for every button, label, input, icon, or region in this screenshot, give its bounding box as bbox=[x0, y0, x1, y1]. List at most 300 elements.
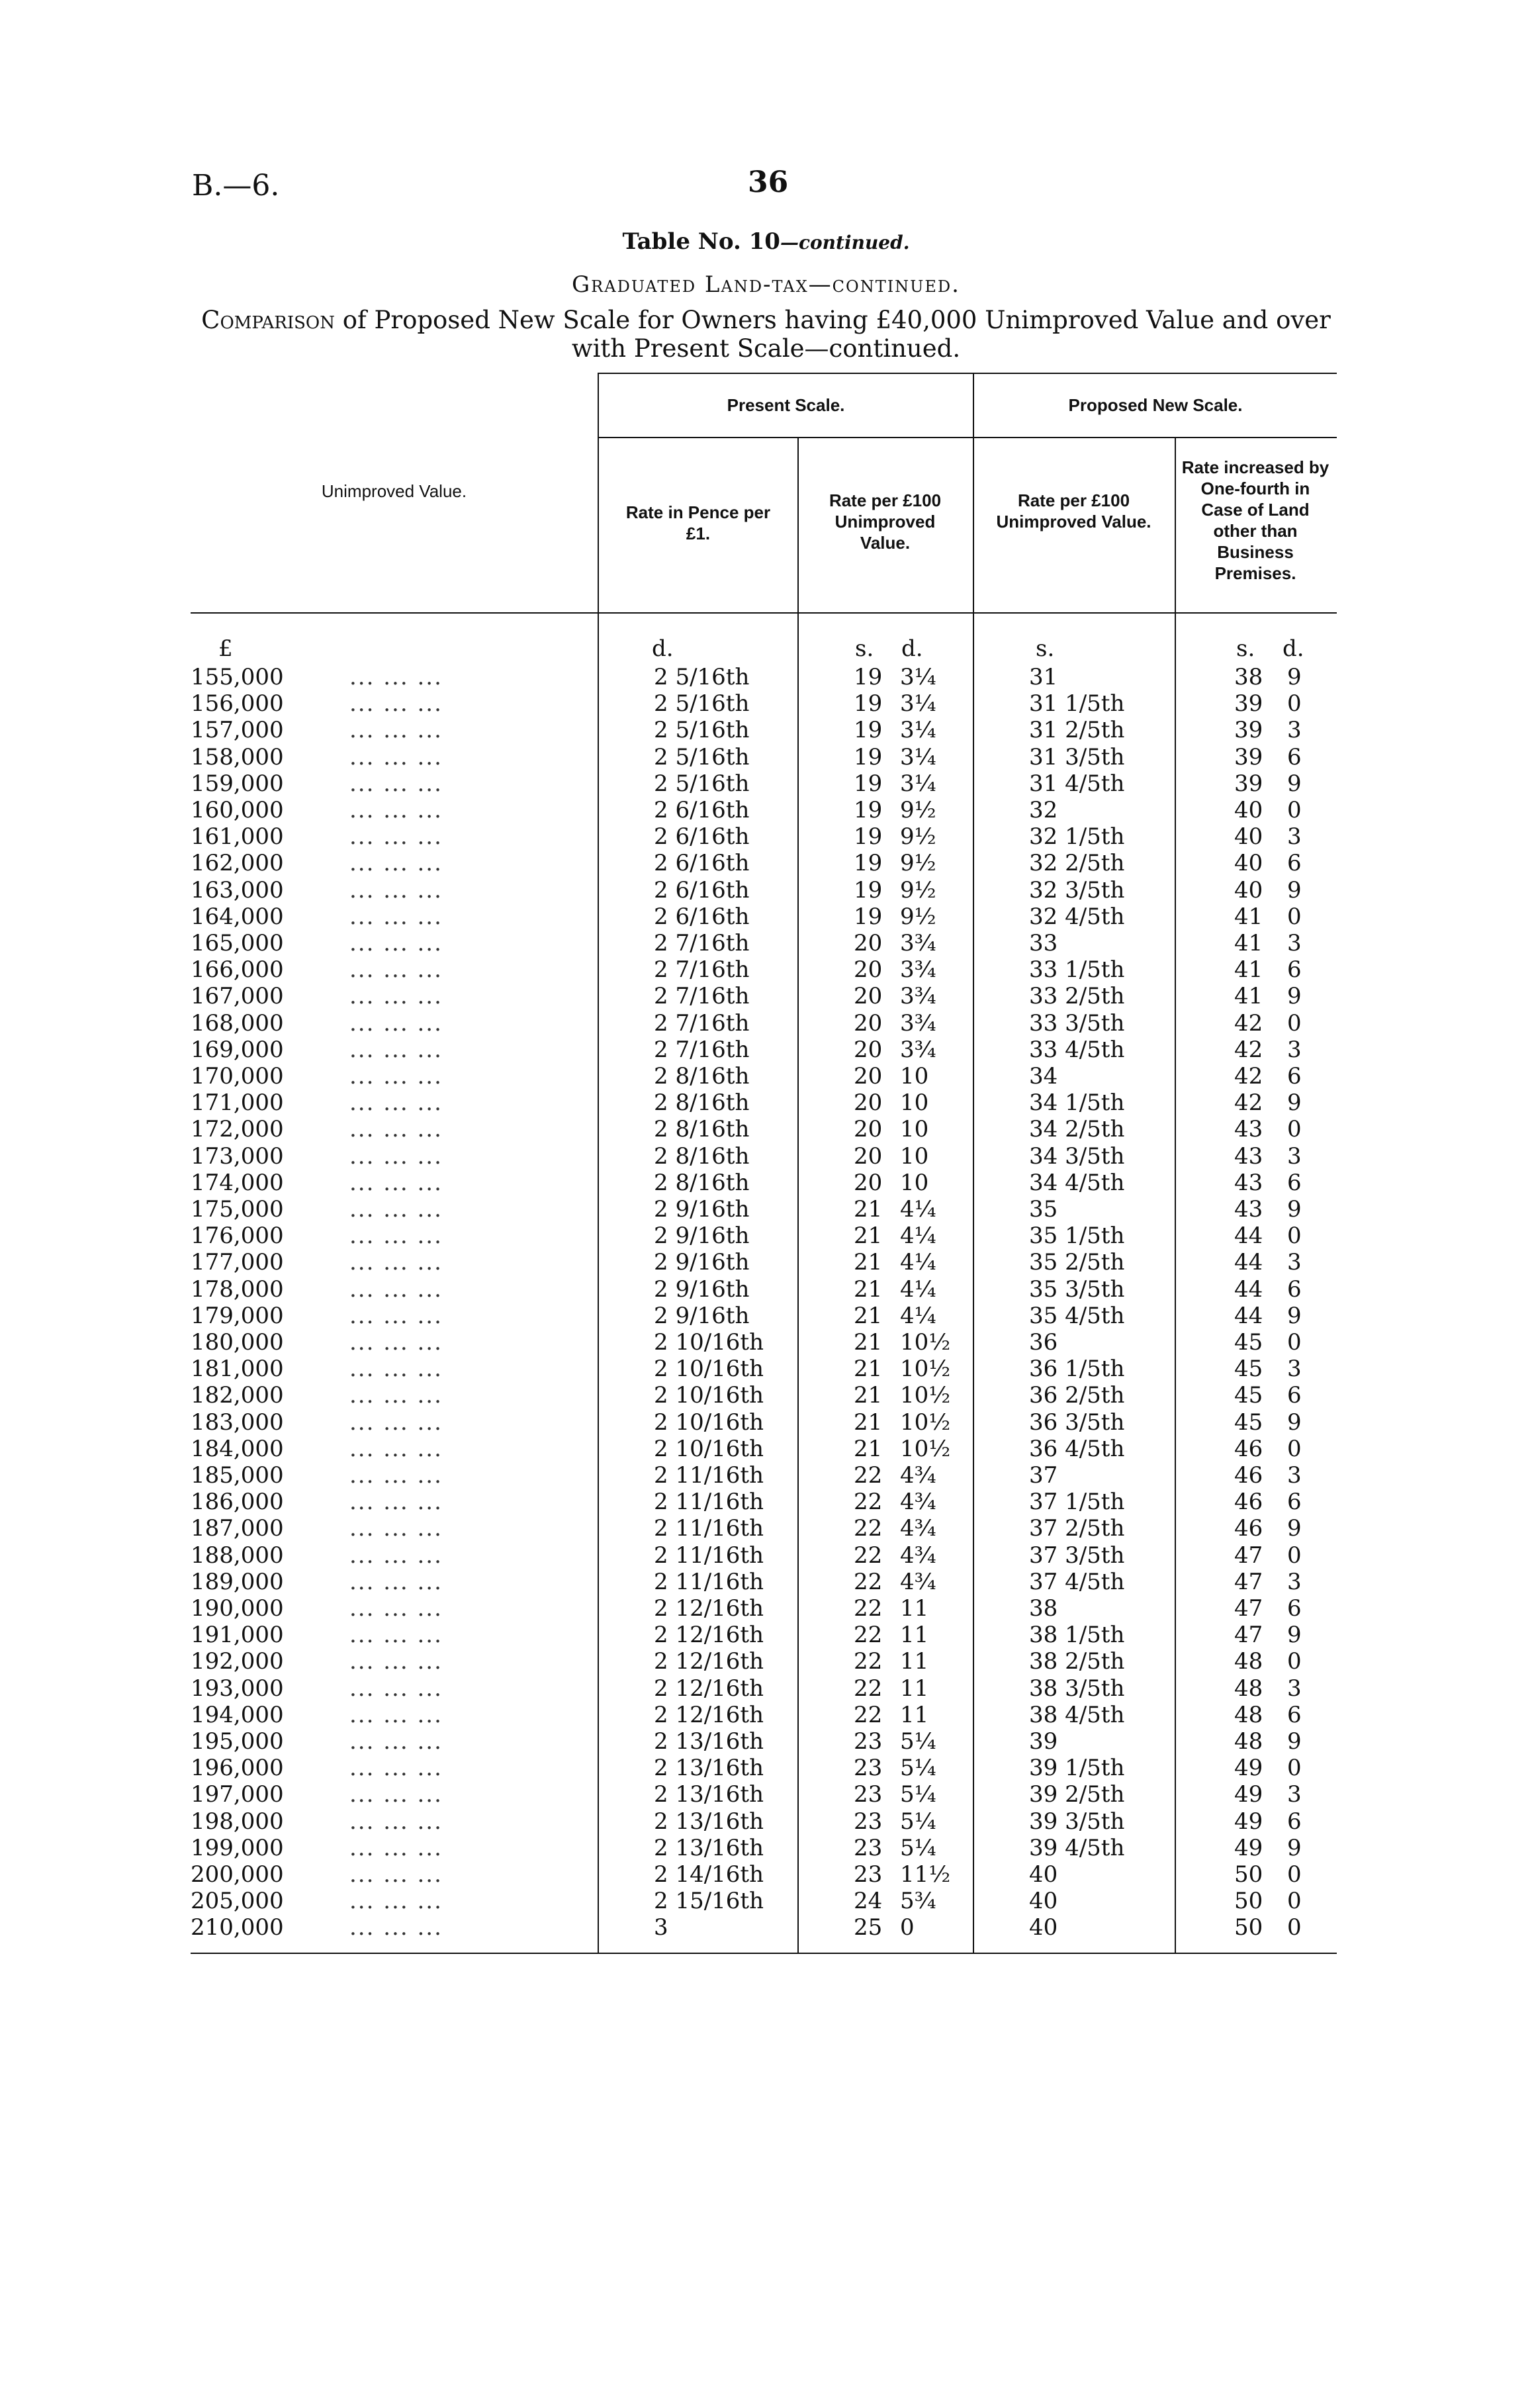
rate-pence-cell: 2 14/16th bbox=[654, 1861, 764, 1888]
table-title-main: Table No. 10 bbox=[622, 228, 780, 255]
increased-shillings-cell: 47 bbox=[1234, 1542, 1263, 1569]
proposed-rate-cell: 37 bbox=[1029, 1462, 1058, 1489]
proposed-rate-cell: 39 2/5th bbox=[1029, 1781, 1125, 1808]
rate-pence-cell: 2 8/16th bbox=[654, 1142, 750, 1170]
increased-shillings-cell: 40 bbox=[1234, 797, 1263, 823]
table-row bbox=[0, 1489, 1532, 1515]
table-subtitle: Graduated Land-tax—continued. bbox=[572, 271, 960, 298]
leader-dots: ... ... ... bbox=[349, 1781, 443, 1808]
increased-shillings-cell: 40 bbox=[1234, 850, 1263, 877]
increased-shillings-cell: 47 bbox=[1234, 1622, 1263, 1649]
increased-pence-cell: 0 bbox=[1287, 903, 1302, 930]
present-shillings-cell: 20 bbox=[854, 1063, 883, 1089]
sheet-code: B.—6. bbox=[192, 169, 280, 203]
proposed-rate-cell: 32 2/5th bbox=[1029, 850, 1125, 877]
table-row bbox=[0, 1702, 1532, 1728]
proposed-rate-cell: 34 3/5th bbox=[1029, 1142, 1125, 1170]
value-cell: 160,000 bbox=[191, 797, 284, 823]
col-header-rate-pence: Rate in Pence per £1. bbox=[625, 502, 771, 543]
table-row bbox=[0, 1116, 1532, 1142]
table-row bbox=[0, 1861, 1532, 1888]
proposed-rate-cell: 38 3/5th bbox=[1029, 1675, 1125, 1702]
value-cell: 199,000 bbox=[191, 1834, 284, 1861]
present-shillings-cell: 22 bbox=[854, 1515, 883, 1542]
present-shillings-cell: 23 bbox=[854, 1808, 883, 1835]
table-row bbox=[0, 1728, 1532, 1755]
increased-shillings-cell: 49 bbox=[1234, 1834, 1263, 1861]
leader-dots: ... ... ... bbox=[349, 1462, 443, 1489]
page-number: 36 bbox=[748, 165, 789, 199]
present-shillings-cell: 21 bbox=[854, 1382, 883, 1409]
increased-shillings-cell: 39 bbox=[1234, 717, 1263, 744]
value-cell: 200,000 bbox=[191, 1861, 284, 1888]
increased-shillings-cell: 48 bbox=[1234, 1675, 1263, 1702]
increased-pence-cell: 0 bbox=[1287, 1888, 1302, 1915]
present-pence-cell: 11 bbox=[900, 1595, 929, 1622]
present-pence-cell: 9½ bbox=[900, 876, 936, 903]
increased-pence-cell: 0 bbox=[1287, 1009, 1302, 1037]
present-shillings-cell: 22 bbox=[854, 1701, 883, 1728]
present-shillings-cell: 20 bbox=[854, 1036, 883, 1063]
leader-dots: ... ... ... bbox=[349, 1275, 443, 1303]
increased-pence-cell: 0 bbox=[1287, 1914, 1302, 1941]
value-cell: 193,000 bbox=[191, 1675, 284, 1702]
proposed-rate-cell: 31 2/5th bbox=[1029, 717, 1125, 744]
present-shillings-cell: 20 bbox=[854, 1009, 883, 1037]
increased-shillings-cell: 50 bbox=[1234, 1888, 1263, 1915]
header-top-rule bbox=[598, 373, 1337, 374]
unit-present-s: s. bbox=[855, 635, 874, 662]
increased-shillings-cell: 50 bbox=[1234, 1914, 1263, 1941]
present-shillings-cell: 21 bbox=[854, 1223, 883, 1250]
table-row bbox=[0, 1303, 1532, 1329]
increased-shillings-cell: 39 bbox=[1234, 690, 1263, 718]
value-cell: 166,000 bbox=[191, 956, 284, 984]
leader-dots: ... ... ... bbox=[349, 930, 443, 956]
present-pence-cell: 4¼ bbox=[900, 1249, 936, 1276]
rate-pence-cell: 2 13/16th bbox=[654, 1755, 764, 1782]
increased-shillings-cell: 42 bbox=[1234, 1009, 1263, 1037]
present-pence-cell: 10½ bbox=[900, 1329, 951, 1356]
proposed-rate-cell: 33 2/5th bbox=[1029, 983, 1125, 1010]
present-shillings-cell: 23 bbox=[854, 1781, 883, 1808]
table-row bbox=[0, 1089, 1532, 1116]
increased-shillings-cell: 45 bbox=[1234, 1382, 1263, 1409]
rate-pence-cell: 2 6/16th bbox=[654, 903, 750, 930]
increased-pence-cell: 6 bbox=[1287, 1489, 1302, 1516]
unit-proposed-s: s. bbox=[1036, 635, 1055, 662]
present-pence-cell: 9½ bbox=[900, 903, 936, 930]
present-shillings-cell: 22 bbox=[854, 1622, 883, 1649]
present-shillings-cell: 23 bbox=[854, 1755, 883, 1782]
present-pence-cell: 11 bbox=[900, 1675, 929, 1702]
rate-pence-cell: 2 12/16th bbox=[654, 1595, 764, 1622]
value-cell: 198,000 bbox=[191, 1808, 284, 1835]
leader-dots: ... ... ... bbox=[349, 1675, 443, 1702]
present-pence-cell: 3¼ bbox=[900, 770, 936, 797]
value-cell: 157,000 bbox=[191, 717, 284, 744]
value-cell: 173,000 bbox=[191, 1142, 284, 1170]
increased-shillings-cell: 41 bbox=[1234, 930, 1263, 956]
increased-shillings-cell: 46 bbox=[1234, 1489, 1263, 1516]
present-shillings-cell: 21 bbox=[854, 1356, 883, 1383]
table-row bbox=[0, 1037, 1532, 1063]
present-pence-cell: 5¼ bbox=[900, 1728, 936, 1755]
proposed-rate-cell: 35 bbox=[1029, 1196, 1058, 1223]
value-cell: 170,000 bbox=[191, 1063, 284, 1089]
proposed-rate-cell: 38 1/5th bbox=[1029, 1622, 1125, 1649]
proposed-rate-cell: 31 bbox=[1029, 664, 1058, 690]
value-cell: 197,000 bbox=[191, 1781, 284, 1808]
rate-pence-cell: 2 11/16th bbox=[654, 1542, 764, 1569]
table-row bbox=[0, 1835, 1532, 1861]
proposed-rate-cell: 36 3/5th bbox=[1029, 1409, 1125, 1436]
increased-shillings-cell: 39 bbox=[1234, 770, 1263, 797]
present-pence-cell: 3¾ bbox=[900, 930, 936, 956]
present-pence-cell: 3¾ bbox=[900, 983, 936, 1010]
increased-shillings-cell: 48 bbox=[1234, 1648, 1263, 1675]
value-cell: 156,000 bbox=[191, 690, 284, 718]
value-cell: 205,000 bbox=[191, 1888, 284, 1915]
value-cell: 192,000 bbox=[191, 1648, 284, 1675]
increased-shillings-cell: 45 bbox=[1234, 1329, 1263, 1356]
present-pence-cell: 3¾ bbox=[900, 1009, 936, 1037]
increased-pence-cell: 0 bbox=[1287, 1329, 1302, 1356]
rate-pence-cell: 2 9/16th bbox=[654, 1196, 750, 1223]
proposed-rate-cell: 32 1/5th bbox=[1029, 823, 1125, 851]
rate-pence-cell: 2 11/16th bbox=[654, 1489, 764, 1516]
present-pence-cell: 10 bbox=[900, 1142, 929, 1170]
increased-pence-cell: 9 bbox=[1287, 983, 1302, 1010]
present-shillings-cell: 21 bbox=[854, 1196, 883, 1223]
present-shillings-cell: 22 bbox=[854, 1542, 883, 1569]
proposed-rate-cell: 36 2/5th bbox=[1029, 1382, 1125, 1409]
table-row bbox=[0, 1329, 1532, 1356]
increased-pence-cell: 0 bbox=[1287, 1223, 1302, 1250]
leader-dots: ... ... ... bbox=[349, 1435, 443, 1462]
rate-pence-cell: 2 6/16th bbox=[654, 797, 750, 823]
increased-pence-cell: 9 bbox=[1287, 664, 1302, 690]
present-shillings-cell: 19 bbox=[854, 823, 883, 851]
table-row bbox=[0, 1409, 1532, 1436]
value-cell: 164,000 bbox=[191, 903, 284, 930]
proposed-rate-cell: 32 3/5th bbox=[1029, 876, 1125, 903]
present-pence-cell: 3¾ bbox=[900, 956, 936, 984]
table-row bbox=[0, 1196, 1532, 1223]
leader-dots: ... ... ... bbox=[349, 1861, 443, 1888]
rate-pence-cell: 2 6/16th bbox=[654, 850, 750, 877]
proposed-rate-cell: 40 bbox=[1029, 1914, 1058, 1941]
value-cell: 186,000 bbox=[191, 1489, 284, 1516]
proposed-rate-cell: 33 bbox=[1029, 930, 1058, 956]
present-shillings-cell: 21 bbox=[854, 1249, 883, 1276]
proposed-rate-cell: 31 3/5th bbox=[1029, 743, 1125, 770]
table-row bbox=[0, 1569, 1532, 1595]
table-row bbox=[0, 1675, 1532, 1702]
leader-dots: ... ... ... bbox=[349, 956, 443, 984]
increased-pence-cell: 9 bbox=[1287, 1196, 1302, 1223]
proposed-rate-cell: 39 4/5th bbox=[1029, 1834, 1125, 1861]
rate-pence-cell: 2 6/16th bbox=[654, 823, 750, 851]
present-shillings-cell: 19 bbox=[854, 664, 883, 690]
leader-dots: ... ... ... bbox=[349, 1356, 443, 1383]
increased-shillings-cell: 43 bbox=[1234, 1169, 1263, 1196]
increased-shillings-cell: 40 bbox=[1234, 823, 1263, 851]
proposed-rate-cell: 35 4/5th bbox=[1029, 1302, 1125, 1329]
rate-pence-cell: 2 11/16th bbox=[654, 1462, 764, 1489]
present-shillings-cell: 19 bbox=[854, 850, 883, 877]
present-shillings-cell: 22 bbox=[854, 1595, 883, 1622]
unit-increased-s: s. bbox=[1236, 635, 1255, 662]
leader-dots: ... ... ... bbox=[349, 1089, 443, 1117]
table-row bbox=[0, 1542, 1532, 1569]
rate-pence-cell: 2 9/16th bbox=[654, 1249, 750, 1276]
present-pence-cell: 11½ bbox=[900, 1861, 951, 1888]
leader-dots: ... ... ... bbox=[349, 1169, 443, 1196]
value-cell: 175,000 bbox=[191, 1196, 284, 1223]
table-row bbox=[0, 1888, 1532, 1914]
value-cell: 195,000 bbox=[191, 1728, 284, 1755]
proposed-rate-cell: 31 4/5th bbox=[1029, 770, 1125, 797]
present-pence-cell: 5¾ bbox=[900, 1888, 936, 1915]
table-row bbox=[0, 664, 1532, 690]
leader-dots: ... ... ... bbox=[349, 1728, 443, 1755]
present-pence-cell: 3¾ bbox=[900, 1036, 936, 1063]
value-cell: 194,000 bbox=[191, 1701, 284, 1728]
rate-pence-cell: 2 8/16th bbox=[654, 1063, 750, 1089]
increased-shillings-cell: 47 bbox=[1234, 1595, 1263, 1622]
present-pence-cell: 3¼ bbox=[900, 717, 936, 744]
increased-pence-cell: 6 bbox=[1287, 1595, 1302, 1622]
table-row bbox=[0, 1170, 1532, 1196]
table-row bbox=[0, 1356, 1532, 1382]
rate-pence-cell: 2 5/16th bbox=[654, 770, 750, 797]
present-pence-cell: 10½ bbox=[900, 1356, 951, 1383]
table-row bbox=[0, 823, 1532, 850]
rate-pence-cell: 2 9/16th bbox=[654, 1223, 750, 1250]
present-pence-cell: 5¼ bbox=[900, 1781, 936, 1808]
rate-pence-cell: 2 12/16th bbox=[654, 1701, 764, 1728]
value-cell: 189,000 bbox=[191, 1568, 284, 1595]
table-bottom-rule bbox=[191, 1953, 1337, 1954]
present-pence-cell: 10½ bbox=[900, 1409, 951, 1436]
present-pence-cell: 4¼ bbox=[900, 1196, 936, 1223]
present-pence-cell: 4¾ bbox=[900, 1568, 936, 1595]
proposed-rate-cell: 34 bbox=[1029, 1063, 1058, 1089]
rate-pence-cell: 2 13/16th bbox=[654, 1728, 764, 1755]
increased-pence-cell: 3 bbox=[1287, 823, 1302, 851]
increased-shillings-cell: 48 bbox=[1234, 1701, 1263, 1728]
value-cell: 183,000 bbox=[191, 1409, 284, 1436]
rate-pence-cell: 2 9/16th bbox=[654, 1275, 750, 1303]
rate-pence-cell: 2 7/16th bbox=[654, 1009, 750, 1037]
rate-pence-cell: 2 5/16th bbox=[654, 743, 750, 770]
rate-pence-cell: 2 12/16th bbox=[654, 1622, 764, 1649]
value-cell: 176,000 bbox=[191, 1223, 284, 1250]
present-shillings-cell: 19 bbox=[854, 797, 883, 823]
value-cell: 177,000 bbox=[191, 1249, 284, 1276]
unit-present-d: d. bbox=[901, 635, 923, 662]
increased-pence-cell: 3 bbox=[1287, 1036, 1302, 1063]
rate-pence-cell: 2 8/16th bbox=[654, 1169, 750, 1196]
value-cell: 178,000 bbox=[191, 1275, 284, 1303]
value-cell: 187,000 bbox=[191, 1515, 284, 1542]
increased-pence-cell: 9 bbox=[1287, 1409, 1302, 1436]
increased-shillings-cell: 41 bbox=[1234, 903, 1263, 930]
proposed-rate-cell: 35 1/5th bbox=[1029, 1223, 1125, 1250]
rate-pence-cell: 3 bbox=[654, 1914, 668, 1941]
present-pence-cell: 9½ bbox=[900, 823, 936, 851]
proposed-rate-cell: 36 4/5th bbox=[1029, 1435, 1125, 1462]
table-row bbox=[0, 1515, 1532, 1542]
present-shillings-cell: 20 bbox=[854, 956, 883, 984]
table-row bbox=[0, 903, 1532, 930]
increased-pence-cell: 3 bbox=[1287, 1568, 1302, 1595]
value-cell: 159,000 bbox=[191, 770, 284, 797]
increased-pence-cell: 6 bbox=[1287, 1382, 1302, 1409]
rate-pence-cell: 2 10/16th bbox=[654, 1329, 764, 1356]
rate-pence-cell: 2 10/16th bbox=[654, 1356, 764, 1383]
present-shillings-cell: 21 bbox=[854, 1302, 883, 1329]
present-pence-cell: 10 bbox=[900, 1089, 929, 1117]
rate-pence-cell: 2 5/16th bbox=[654, 664, 750, 690]
table-row bbox=[0, 956, 1532, 983]
increased-shillings-cell: 44 bbox=[1234, 1223, 1263, 1250]
leader-dots: ... ... ... bbox=[349, 1382, 443, 1409]
table-row bbox=[0, 1648, 1532, 1675]
increased-pence-cell: 3 bbox=[1287, 717, 1302, 744]
value-cell: 185,000 bbox=[191, 1462, 284, 1489]
present-pence-cell: 4¾ bbox=[900, 1462, 936, 1489]
value-cell: 196,000 bbox=[191, 1755, 284, 1782]
present-pence-cell: 9½ bbox=[900, 850, 936, 877]
increased-shillings-cell: 42 bbox=[1234, 1036, 1263, 1063]
increased-shillings-cell: 49 bbox=[1234, 1781, 1263, 1808]
table-row bbox=[0, 850, 1532, 876]
present-pence-cell: 3¼ bbox=[900, 664, 936, 690]
table-row bbox=[0, 1462, 1532, 1489]
col-header-rate-increased: Rate increased by One-fourth in Case of Land other than Business Premises. bbox=[1181, 457, 1329, 583]
present-shillings-cell: 20 bbox=[854, 1169, 883, 1196]
leader-dots: ... ... ... bbox=[349, 1249, 443, 1276]
value-cell: 172,000 bbox=[191, 1116, 284, 1143]
present-shillings-cell: 21 bbox=[854, 1409, 883, 1436]
table-row bbox=[0, 797, 1532, 823]
increased-pence-cell: 3 bbox=[1287, 1462, 1302, 1489]
present-shillings-cell: 20 bbox=[854, 983, 883, 1010]
unit-pence: d. bbox=[652, 635, 674, 662]
increased-pence-cell: 0 bbox=[1287, 1755, 1302, 1782]
proposed-rate-cell: 33 1/5th bbox=[1029, 956, 1125, 984]
leader-dots: ... ... ... bbox=[349, 1515, 443, 1542]
leader-dots: ... ... ... bbox=[349, 1808, 443, 1835]
proposed-rate-cell: 31 1/5th bbox=[1029, 690, 1125, 718]
present-pence-cell: 3¼ bbox=[900, 743, 936, 770]
proposed-rate-cell: 39 bbox=[1029, 1728, 1058, 1755]
value-cell: 167,000 bbox=[191, 983, 284, 1010]
comparison-lead: Comparison bbox=[201, 306, 335, 334]
present-pence-cell: 4¼ bbox=[900, 1223, 936, 1250]
table-row bbox=[0, 690, 1532, 717]
present-shillings-cell: 19 bbox=[854, 717, 883, 744]
increased-shillings-cell: 48 bbox=[1234, 1728, 1263, 1755]
value-cell: 188,000 bbox=[191, 1542, 284, 1569]
table-row bbox=[0, 1249, 1532, 1275]
rate-pence-cell: 2 8/16th bbox=[654, 1089, 750, 1117]
value-cell: 169,000 bbox=[191, 1036, 284, 1063]
rate-pence-cell: 2 13/16th bbox=[654, 1808, 764, 1835]
present-pence-cell: 4¼ bbox=[900, 1275, 936, 1303]
proposed-rate-cell: 33 3/5th bbox=[1029, 1009, 1125, 1037]
increased-shillings-cell: 49 bbox=[1234, 1755, 1263, 1782]
rate-pence-cell: 2 7/16th bbox=[654, 956, 750, 984]
present-pence-cell: 5¼ bbox=[900, 1808, 936, 1835]
rate-pence-cell: 2 10/16th bbox=[654, 1382, 764, 1409]
increased-shillings-cell: 46 bbox=[1234, 1435, 1263, 1462]
leader-dots: ... ... ... bbox=[349, 743, 443, 770]
present-shillings-cell: 20 bbox=[854, 930, 883, 956]
increased-shillings-cell: 42 bbox=[1234, 1063, 1263, 1089]
leader-dots: ... ... ... bbox=[349, 1409, 443, 1436]
leader-dots: ... ... ... bbox=[349, 1036, 443, 1063]
table-row bbox=[0, 983, 1532, 1009]
increased-pence-cell: 6 bbox=[1287, 1063, 1302, 1089]
proposed-rate-cell: 36 bbox=[1029, 1329, 1058, 1356]
leader-dots: ... ... ... bbox=[349, 664, 443, 690]
rate-pence-cell: 2 10/16th bbox=[654, 1409, 764, 1436]
present-pence-cell: 5¼ bbox=[900, 1755, 936, 1782]
proposed-rate-cell: 34 1/5th bbox=[1029, 1089, 1125, 1117]
rate-pence-cell: 2 7/16th bbox=[654, 930, 750, 956]
rate-pence-cell: 2 13/16th bbox=[654, 1834, 764, 1861]
rate-pence-cell: 2 6/16th bbox=[654, 876, 750, 903]
value-cell: 190,000 bbox=[191, 1595, 284, 1622]
leader-dots: ... ... ... bbox=[349, 1329, 443, 1356]
table-row bbox=[0, 1755, 1532, 1781]
increased-shillings-cell: 43 bbox=[1234, 1196, 1263, 1223]
rate-pence-cell: 2 13/16th bbox=[654, 1781, 764, 1808]
value-cell: 182,000 bbox=[191, 1382, 284, 1409]
rate-pence-cell: 2 9/16th bbox=[654, 1302, 750, 1329]
increased-shillings-cell: 47 bbox=[1234, 1568, 1263, 1595]
present-pence-cell: 10½ bbox=[900, 1382, 951, 1409]
present-shillings-cell: 23 bbox=[854, 1861, 883, 1888]
increased-pence-cell: 6 bbox=[1287, 1169, 1302, 1196]
increased-shillings-cell: 43 bbox=[1234, 1142, 1263, 1170]
proposed-rate-cell: 37 2/5th bbox=[1029, 1515, 1125, 1542]
present-pence-cell: 11 bbox=[900, 1622, 929, 1649]
leader-dots: ... ... ... bbox=[349, 1834, 443, 1861]
rate-pence-cell: 2 5/16th bbox=[654, 717, 750, 744]
increased-pence-cell: 3 bbox=[1287, 1249, 1302, 1276]
table-title bbox=[0, 228, 1532, 255]
proposed-rate-cell: 37 1/5th bbox=[1029, 1489, 1125, 1516]
leader-dots: ... ... ... bbox=[349, 1196, 443, 1223]
proposed-rate-cell: 34 2/5th bbox=[1029, 1116, 1125, 1143]
table-row bbox=[0, 1808, 1532, 1835]
value-cell: 184,000 bbox=[191, 1435, 284, 1462]
value-cell: 179,000 bbox=[191, 1302, 284, 1329]
rate-pence-cell: 2 11/16th bbox=[654, 1515, 764, 1542]
table-row bbox=[0, 1010, 1532, 1037]
present-pence-cell: 10 bbox=[900, 1063, 929, 1089]
increased-pence-cell: 3 bbox=[1287, 1675, 1302, 1702]
col-header-proposed-scale: Proposed New Scale. bbox=[1068, 395, 1243, 415]
increased-pence-cell: 6 bbox=[1287, 850, 1302, 877]
present-shillings-cell: 20 bbox=[854, 1116, 883, 1143]
proposed-rate-cell: 39 3/5th bbox=[1029, 1808, 1125, 1835]
rate-pence-cell: 2 15/16th bbox=[654, 1888, 764, 1915]
